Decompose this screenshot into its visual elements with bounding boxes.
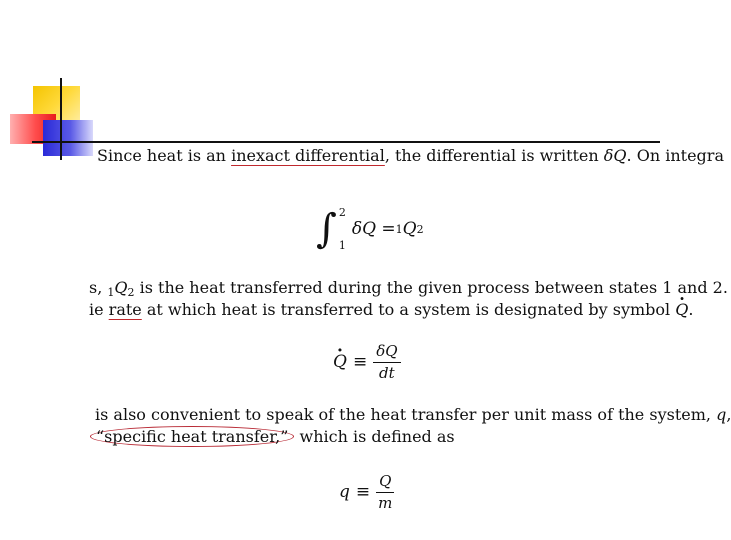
- fraction-denominator: dt: [379, 364, 395, 382]
- text-line-4: [95, 405, 731, 425]
- q-symbol: Q: [114, 278, 128, 297]
- underlined-inexact-differential: inexact differential: [231, 146, 385, 165]
- text-fragment: . On integra: [626, 146, 724, 165]
- text-line-3: [89, 300, 694, 324]
- text-line-5: [98, 427, 558, 451]
- integral-lhs: δQ =: [351, 219, 396, 239]
- decorative-blue-square: [43, 120, 93, 156]
- text-fragment: which is defined as: [294, 427, 455, 446]
- integral-upper-limit: 2: [338, 206, 346, 219]
- integral-limits: [339, 206, 346, 252]
- fraction-numerator: Q: [376, 472, 394, 493]
- text-fragment: Since heat is an: [97, 146, 232, 165]
- pre-subscript: 1: [107, 286, 115, 299]
- pre-subscript: 1: [395, 222, 403, 236]
- specific-heat-equation: [339, 472, 400, 512]
- equivalence-sign: ≡: [352, 352, 368, 372]
- text-fragment: at which heat is transferred to a system is designated by symbol: [141, 300, 676, 319]
- fraction-numerator: δQ: [373, 342, 400, 363]
- text-fragment: is the heat transferred during the given process between states 1 and 2.: [134, 278, 728, 297]
- decorative-horizontal-line: [32, 141, 660, 143]
- heat-rate-equation: [333, 342, 407, 382]
- text-fragment: ,: [726, 405, 731, 424]
- text-fragment: s,: [89, 278, 108, 297]
- integral-lower-limit: 1: [338, 239, 346, 252]
- text-fragment: is also convenient to speak of the heat transfer per unit mass of the system,: [95, 405, 717, 424]
- text-fragment: , the differential is written: [384, 146, 604, 165]
- q-dot-symbol: · Q: [675, 300, 688, 320]
- q-symbol: Q: [402, 219, 417, 239]
- fraction: [376, 472, 394, 512]
- integral-sign: ∫: [316, 206, 337, 252]
- text-line-1: [97, 146, 724, 166]
- fraction-denominator: m: [378, 494, 393, 512]
- post-subscript: 2: [416, 222, 424, 236]
- equivalence-sign: ≡: [355, 482, 371, 502]
- text-fragment: ie: [89, 300, 109, 319]
- q-symbol: q: [716, 405, 727, 424]
- circled-specific-heat-transfer: “specific heat transfer,”: [90, 426, 294, 447]
- q-symbol: q: [339, 482, 350, 502]
- fraction: [373, 342, 400, 382]
- underlined-rate: rate: [108, 300, 142, 319]
- post-subscript: 2: [127, 286, 135, 299]
- delta-q-symbol: δQ: [603, 146, 627, 165]
- text-fragment: .: [688, 300, 694, 319]
- integral-equation: [316, 206, 424, 252]
- decorative-vertical-line: [60, 78, 62, 160]
- q-dot-symbol: · Q: [333, 352, 347, 372]
